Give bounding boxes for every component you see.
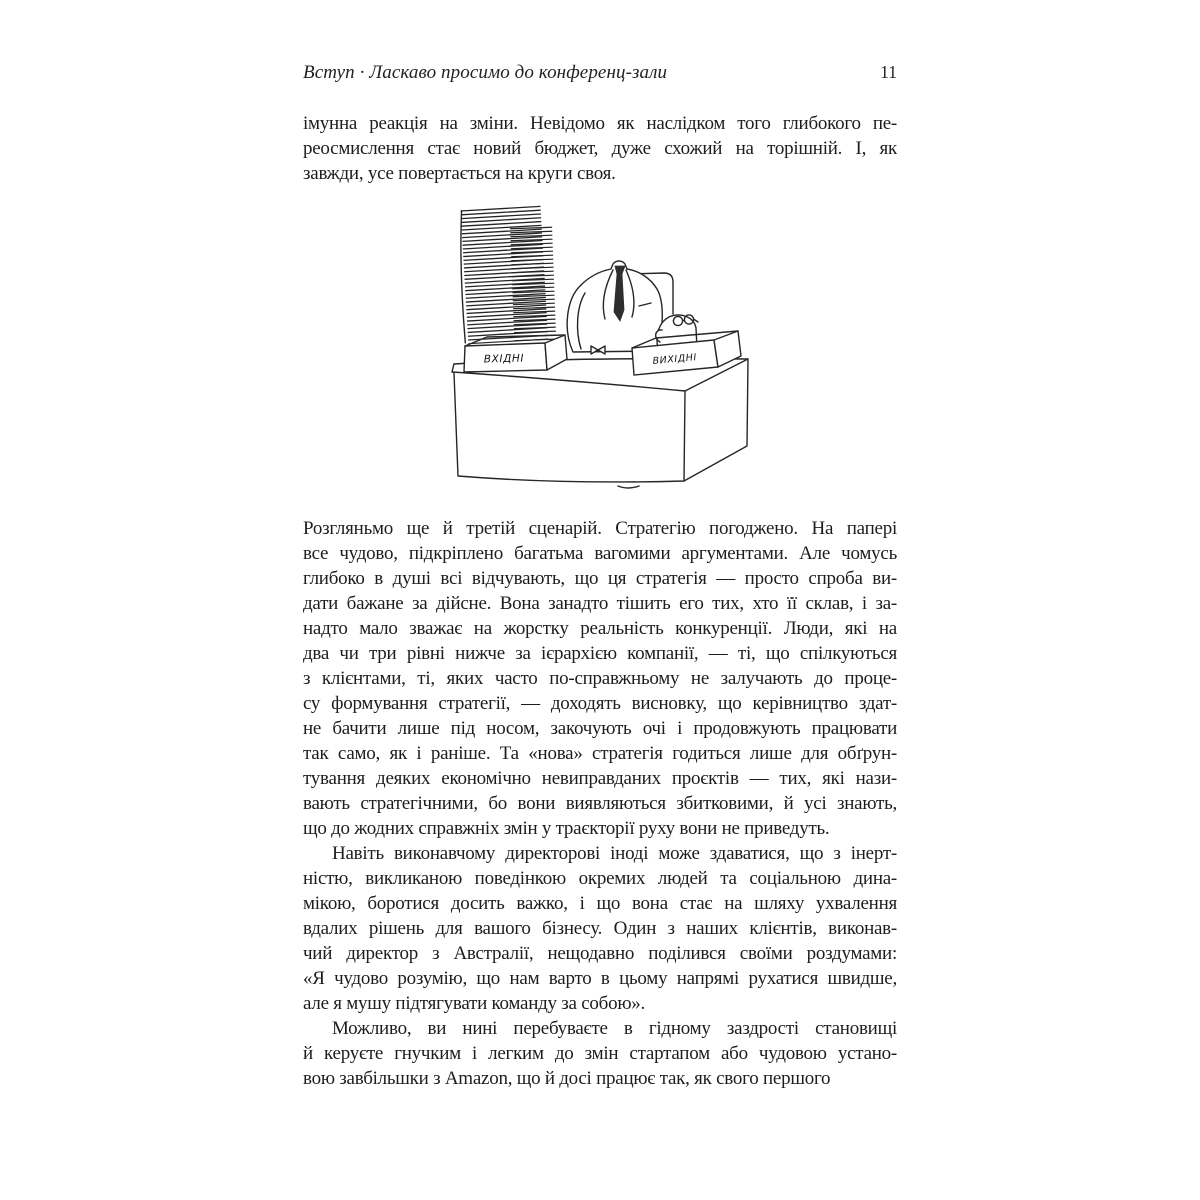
text-line: реосмислення стає новий бюджет, дуже схожий на торішній. І, як [303, 138, 897, 159]
desk-drawing [452, 359, 748, 488]
text-line: все чудово, підкріплено багатьма вагомими аргументами. Але чомусь [303, 543, 897, 564]
page-number: 11 [880, 62, 897, 82]
text-line: дати бажане за дійсне. Вона занадто тішить его тих, хто її склав, і за- [303, 593, 897, 614]
text-line: з клієнтами, ті, яких часто по-справжньому не залучають до проце- [303, 668, 897, 689]
text-line: вдалих рішень для вашого бізнесу. Один з наших клієнтів, виконав- [303, 918, 897, 939]
desk-cartoon-illustration [442, 200, 792, 505]
text-line: не бачити лише під носом, закочують очі і продовжують працювати [303, 718, 897, 739]
text-line: завжди, усе повертається на круги своя. [303, 163, 616, 184]
text-line: Навіть виконавчому директорові іноді може здаватися, що з інерт- [332, 843, 897, 864]
text-line: два чи три рівні нижче за ієрархією компанії, — ті, що спілкуються [303, 643, 897, 664]
text-line: Розгляньмо ще й третій сценарій. Стратегію погоджено. На папері [303, 518, 897, 539]
text-line: але я мушу підтягувати команду за собою». [303, 993, 646, 1014]
text-line: вою завбільшки з Amazon, що й досі працює так, як свого першого [303, 1068, 831, 1089]
paragraph-continuation [303, 111, 897, 186]
text-line: тування деяких економічно невиправданих проєктів — тих, які нази- [303, 768, 897, 789]
text-line: вають стратегічними, бо вони виявляються збитковими, й усі знають, [303, 793, 897, 814]
text-line: чий директор з Австралії, нещодавно поділився своїми роздумами: [303, 943, 897, 964]
text-line: Можливо, ви нині перебуваєте в гідному заздрості становищі [332, 1018, 897, 1039]
running-title: Вступ · Ласкаво просимо до конференц-зали [303, 62, 668, 83]
inbox-label: ВХІДНІ [483, 352, 525, 366]
text-line: мікою, боротися досить важко, і що вона стає на шляху ухвалення [303, 893, 897, 914]
suit-figure [567, 261, 662, 354]
text-line: ністю, викликаною поведінкою окремих людей та соціальною дина- [303, 868, 897, 889]
text-line: су формування стратегії, — доходять висновку, що керівництво здат- [303, 693, 897, 714]
cartoon-svg [442, 200, 792, 500]
paper-stack [460, 207, 540, 347]
text-line: що до жодних справжніх змін у траєкторії руху вони не приведуть. [303, 818, 830, 839]
text-line: надто мало зважає на жорстку реальність конкуренції. Люди, які на [303, 618, 897, 639]
text-line: «Я чудово розумію, що нам варто в цьому напрямі рухатися швидше, [303, 968, 897, 989]
outbox-label: ВИХІДНІ [652, 352, 698, 367]
body-paragraphs [303, 516, 897, 1091]
text-line: й керуєте гнучким і легким до змін стартапом або чудовою устано- [303, 1043, 897, 1064]
running-head [303, 62, 897, 84]
text-line: так само, як і раніше. Та «нова» стратегія годиться лише для обґрун- [303, 743, 897, 764]
text-line: глибоко в душі всі відчувають, що ця стратегія — просто спроба ви- [303, 568, 897, 589]
text-line: імунна реакція на зміни. Невідомо як наслідком того глибокого пе- [303, 113, 897, 134]
